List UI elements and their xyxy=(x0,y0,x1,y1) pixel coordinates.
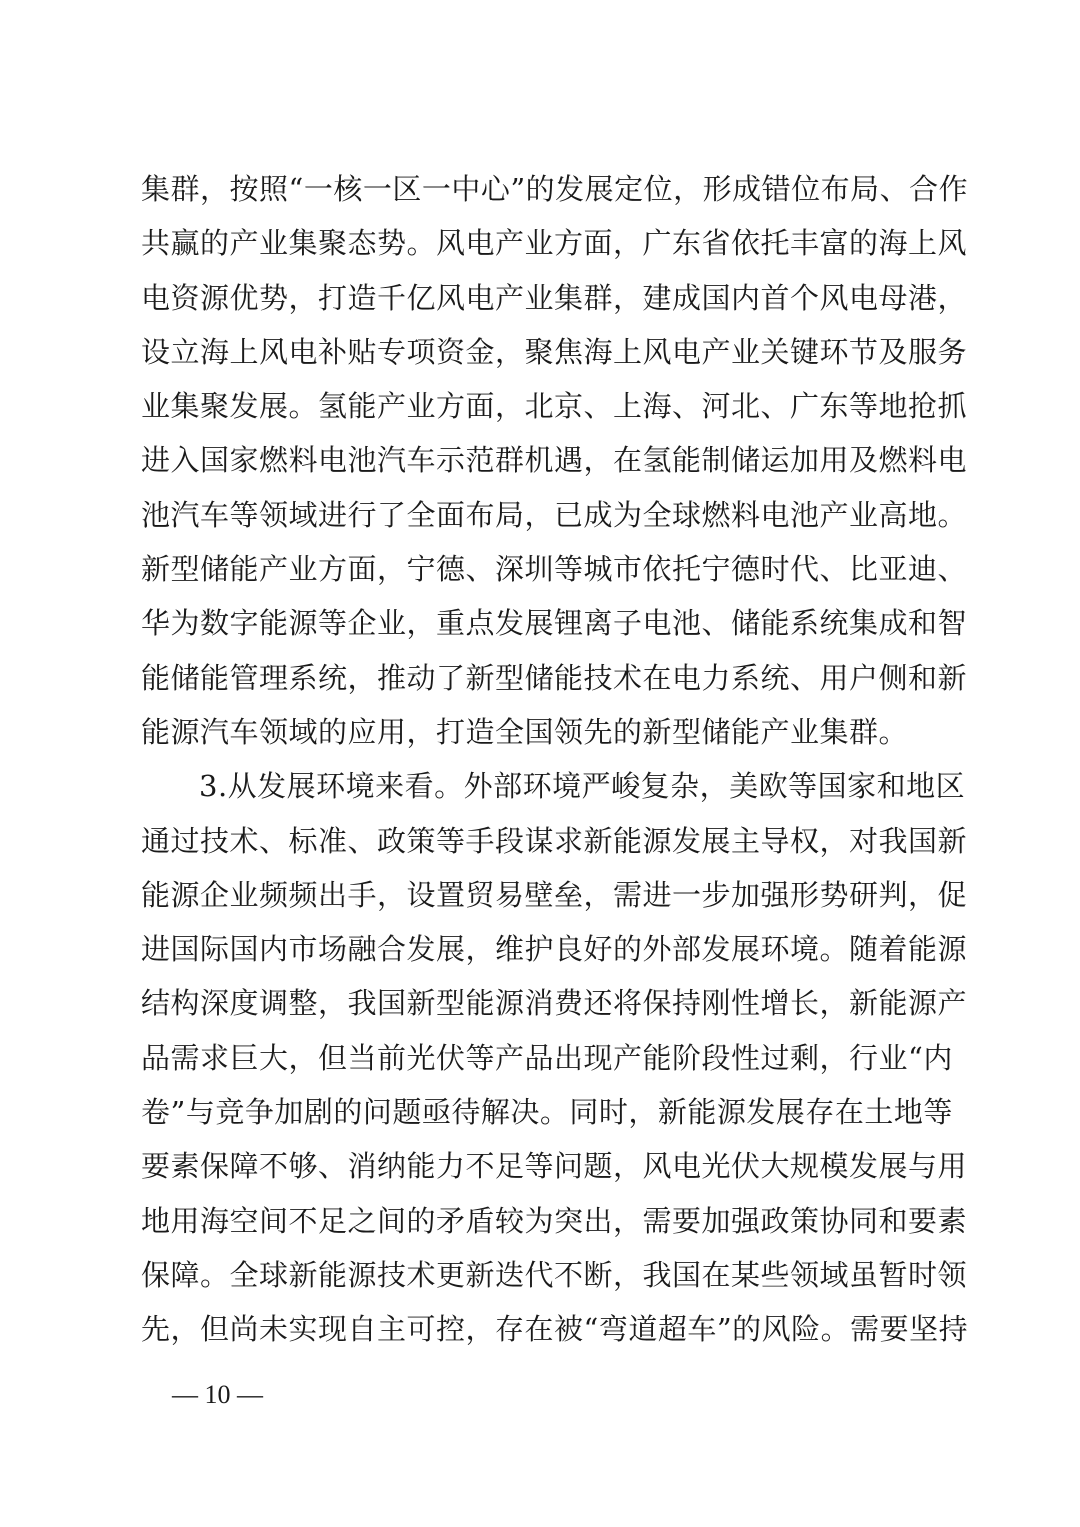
text-line: 能源汽车领域的应用，打造全国领先的新型储能产业集群。 xyxy=(141,714,909,749)
text-line: 电资源优势，打造千亿风电产业集群，建成国内首个风电母港， xyxy=(141,280,968,315)
text-line: 华为数字能源等企业，重点发展锂离子电池、储能系统集成和智 xyxy=(141,606,968,641)
text-line: 集群，按照“一核一区一中心”的发展定位，形成错位布局、合作 xyxy=(141,172,969,206)
text-line: 通过技术、标准、政策等手段谋求新能源发展主导权，对我国新 xyxy=(141,823,968,858)
text-line: 共赢的产业集聚态势。风电产业方面，广东省依托丰富的海上风 xyxy=(141,226,968,261)
text-line: 池汽车等领域进行了全面布局，已成为全球燃料电池产业高地。 xyxy=(141,497,968,532)
text-line: 新型储能产业方面，宁德、深圳等城市依托宁德时代、比亚迪、 xyxy=(141,552,968,587)
text-line: 业集聚发展。氢能产业方面，北京、上海、河北、广东等地抢抓 xyxy=(141,389,968,424)
section-heading-line: 3.从发展环境来看。外部环境严峻复杂，美欧等国家和地区 xyxy=(199,769,966,804)
text-line: 卷”与竞争加剧的问题亟待解决。同时，新能源发展存在土地等 xyxy=(141,1095,953,1130)
text-line: 能储能管理系统，推动了新型储能技术在电力系统、用户侧和新 xyxy=(141,660,968,695)
text-line: 地用海空间不足之间的矛盾较为突出，需要加强政策协同和要素 xyxy=(141,1203,968,1238)
text-line: 品需求巨大，但当前光伏等产品出现产能阶段性过剩，行业“内 xyxy=(141,1040,953,1075)
text-line: 设立海上风电补贴专项资金，聚焦海上风电产业关键环节及服务 xyxy=(141,334,968,369)
text-line: 结构深度调整，我国新型能源消费还将保持刚性增长，新能源产 xyxy=(141,986,968,1021)
text-line: 能源企业频频出手，设置贸易壁垒，需进一步加强形势研判，促 xyxy=(141,877,968,912)
text-line: 进入国家燃料电池汽车示范群机遇，在氢能制储运加用及燃料电 xyxy=(141,443,968,478)
page-number: — 10 — xyxy=(172,1380,263,1409)
text-line: 进国际国内市场融合发展，维护良好的外部发展环境。随着能源 xyxy=(141,932,968,967)
body-text xyxy=(141,162,969,1357)
text-line: 先，但尚未实现自主可控，存在被“弯道超车”的风险。需要坚持 xyxy=(141,1312,969,1347)
text-line: 保障。全球新能源技术更新迭代不断，我国在某些领域虽暂时领 xyxy=(141,1257,968,1292)
text-line: 要素保障不够、消纳能力不足等问题，风电光伏大规模发展与用 xyxy=(141,1149,968,1184)
